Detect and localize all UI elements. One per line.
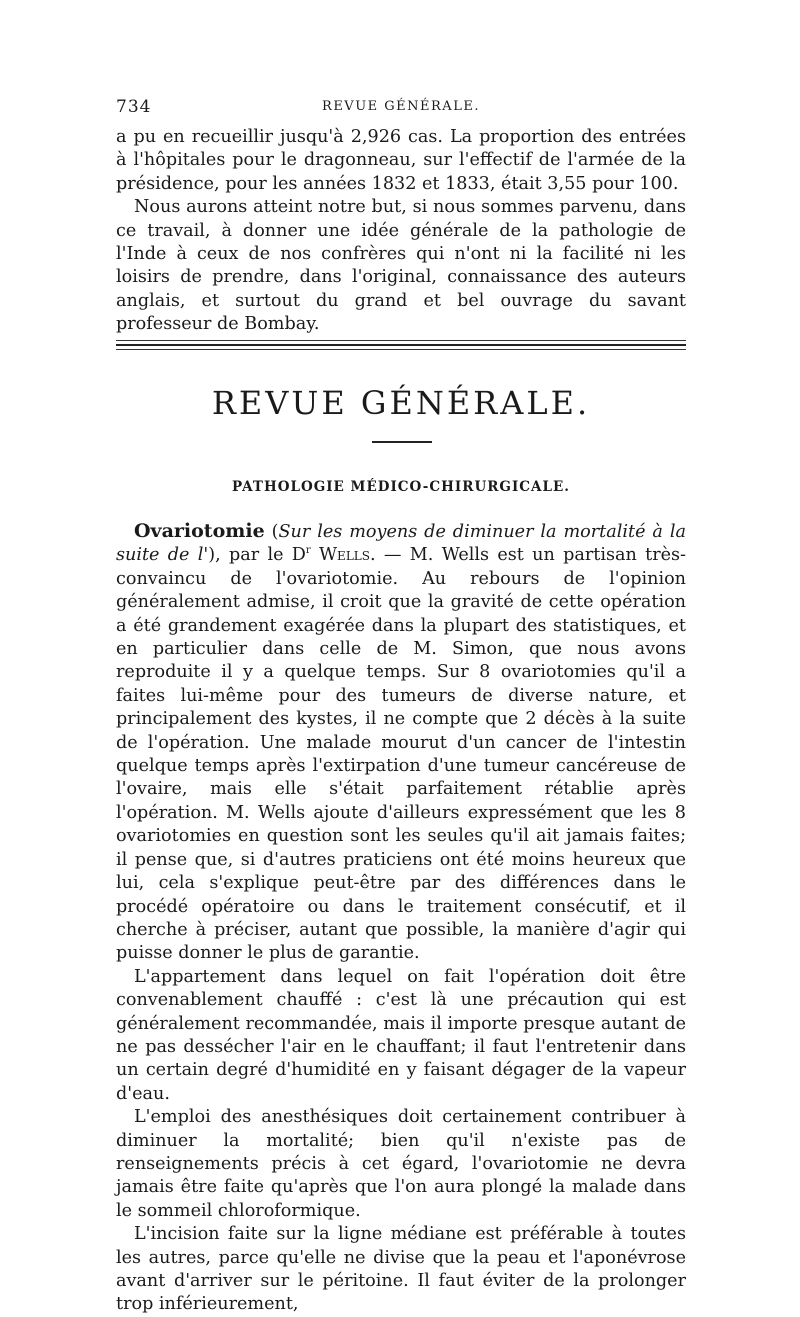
page-number: 734 <box>116 97 152 117</box>
continuation-paragraph-2: Nous aurons atteint notre but, si nous sommes parvenu, dans ce travail, à donner une idée générale de la pathologie de l'Inde à ceux de nos confrères qui n'ont ni la facilité ni les loisirs de prendre, dans l'original, connaissance des auteurs anglais, et surtout du grand et bel ouvrage du savant professeur de Bombay. <box>116 197 686 335</box>
article-paragraph-2: L'appartement dans lequel on fait l'opération doit être convenablement chauffé : c'est là une précaution qui est généralement recommandée, mais il importe presque autant de ne pas dessécher l'air en le chauffant; il faut l'entretenir dans un certain degré d'humidité en y faisant dégager de la vapeur d'eau. <box>116 966 686 1104</box>
running-title: REVUE GÉNÉRALE. <box>322 99 480 114</box>
article-paragraph-4: L'incision faite sur la ligne médiane est préférable à toutes les autres, parce qu'elle ne divise que la peau et l'aponévrose avant d'arriver sur le péritoine. Il faut éviter de la prolonger trop inférieurement, <box>116 1224 686 1315</box>
doctor-superscript: r <box>305 545 311 557</box>
page-header <box>116 97 686 123</box>
article-paragraph-3: L'emploi des anesthésiques doit certainement contribuer à diminuer la mortalité; bien qu'il n'existe pas de renseignements précis à cet égard, l'ovariotomie ne devra jamais être faite qu'après que l'on aura plongé la malade dans le sommeil chloroformique. <box>116 1107 686 1221</box>
article-lead-body: — M. Wells est un partisan très-convaincu de l'ovariotomie. Au rebours de l'opinion généralement admise, il croit que la gravité de cette opération a été grandement exagérée dans la plupart des statistiques, et en particulier dans celle de M. Simon, que nous avons reproduite il y a quelque temps. Sur 8 ovariotomies qu'il a faites lui-même pour des tumeurs de diverse nature, et principalement des kystes, il ne compte que 2 décès à la suite de l'opération. Une malade mourut d'un cancer de l'intestin quelque temps après l'extirpation d'une tumeur cancéreuse de l'ovaire, mais elle s'était parfaitement rétablie après l'opération. M. Wells ajoute d'ailleurs expressément que les 8 ovariotomies en question sont les seules qu'il ait jamais faites; il pense que, si d'autres praticiens ont été moins heureux que lui, cela s'explique peut-être par des différences dans le procédé opératoire ou dans le traitement consécutif, et il cherche à préciser, autant que possible, la manière d'agir qui puisse donner le plus de garantie. <box>116 545 686 964</box>
article-subtitle: Sur les moyens de diminuer la mortalité à la suite de l' <box>116 522 686 566</box>
separator-rule-top <box>116 340 686 341</box>
subtitle-close: ), par le D <box>208 545 306 566</box>
section-title: PATHOLOGIE MÉDICO-CHIRURGICALE. <box>232 479 570 495</box>
article-keyword: Ovariotomie <box>134 520 265 542</box>
title-underline-rule <box>372 441 432 443</box>
review-title: REVUE GÉNÉRALE. <box>211 384 591 422</box>
continuation-text <box>116 126 686 337</box>
article-lead-paragraph <box>116 520 686 966</box>
article-body <box>116 520 686 1317</box>
separator-rule-middle <box>116 344 686 346</box>
continuation-paragraph-1: a pu en recueillir jusqu'à 2,926 cas. La proportion des entrées à l'hôpitales pour le dragonneau, sur l'effectif de l'armée de la présidence, pour les années 1832 et 1833, était 3,55 pour 100. <box>116 127 686 194</box>
separator-rule-bottom <box>116 349 686 350</box>
article-author: Wells. <box>310 545 376 566</box>
subtitle-open: ( <box>264 522 279 542</box>
